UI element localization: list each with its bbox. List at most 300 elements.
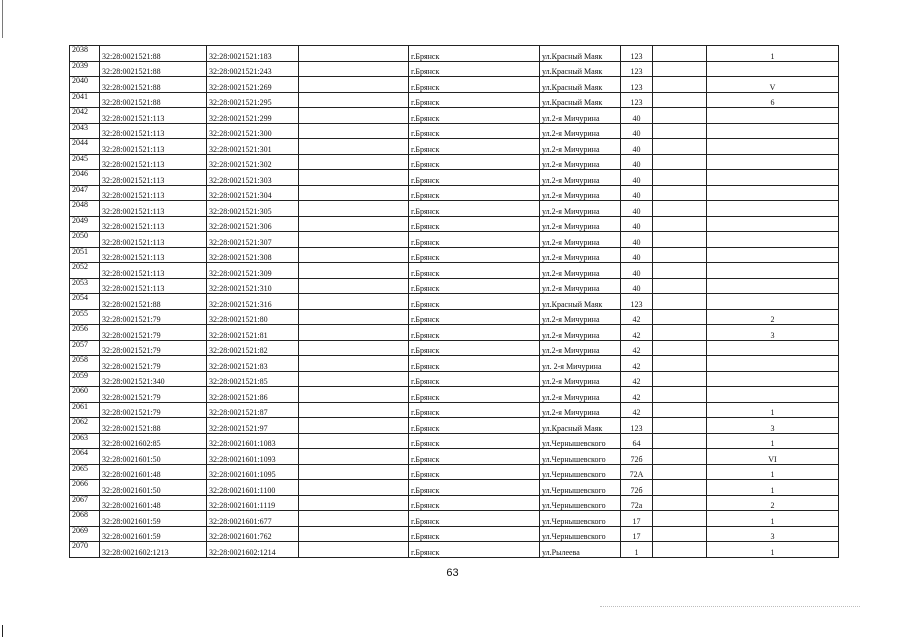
house-number-cell: 123	[621, 294, 653, 310]
cadastral-number-cell: 32:28:0021521:307	[207, 232, 299, 248]
premises-number-cell: V	[707, 77, 839, 93]
street-cell: ул.2-я Мичурина	[540, 340, 621, 356]
premises-number-cell	[707, 154, 839, 170]
registry-table-body	[70, 46, 839, 558]
house-number-cell: 72А	[621, 464, 653, 480]
street-cell: ул.Красный Маяк	[540, 418, 621, 434]
street-cell: ул.2-я Мичурина	[540, 371, 621, 387]
empty-cell	[653, 542, 707, 558]
city-cell: г.Брянск	[409, 480, 540, 496]
house-number-cell: 123	[621, 77, 653, 93]
row-number-cell: 2068	[70, 511, 100, 527]
cadastral-number-cell: 32:28:0021521:304	[207, 185, 299, 201]
city-cell: г.Брянск	[409, 232, 540, 248]
house-number-cell: 17	[621, 526, 653, 542]
premises-number-cell	[707, 61, 839, 77]
row-number-cell: 2063	[70, 433, 100, 449]
empty-cell	[653, 325, 707, 341]
parent-cadastral-number-cell: 32:28:0021521:79	[100, 387, 207, 403]
parent-cadastral-number-cell: 32:28:0021521:113	[100, 154, 207, 170]
cadastral-number-cell: 32:28:0021521:86	[207, 387, 299, 403]
row-number-cell: 2040	[70, 77, 100, 93]
empty-cell	[653, 247, 707, 263]
empty-cell	[653, 123, 707, 139]
empty-cell	[653, 526, 707, 542]
row-number-cell: 2059	[70, 371, 100, 387]
house-number-cell: 42	[621, 356, 653, 372]
row-number-cell: 2049	[70, 216, 100, 232]
empty-cell	[299, 356, 409, 372]
empty-cell	[299, 232, 409, 248]
city-cell: г.Брянск	[409, 511, 540, 527]
street-cell: ул.2-я Мичурина	[540, 247, 621, 263]
cadastral-number-cell: 32:28:0021521:269	[207, 77, 299, 93]
table-row	[70, 139, 839, 155]
premises-number-cell: 1	[707, 480, 839, 496]
city-cell: г.Брянск	[409, 433, 540, 449]
table-row	[70, 185, 839, 201]
house-number-cell: 72б	[621, 449, 653, 465]
table-row	[70, 356, 839, 372]
city-cell: г.Брянск	[409, 92, 540, 108]
street-cell: ул.Чернышевского	[540, 449, 621, 465]
empty-cell	[653, 77, 707, 93]
parent-cadastral-number-cell: 32:28:0021601:48	[100, 495, 207, 511]
cadastral-number-cell: 32:28:0021521:183	[207, 46, 299, 62]
parent-cadastral-number-cell: 32:28:0021521:88	[100, 61, 207, 77]
house-number-cell: 123	[621, 418, 653, 434]
empty-cell	[653, 309, 707, 325]
table-row	[70, 340, 839, 356]
house-number-cell: 42	[621, 309, 653, 325]
table-row	[70, 77, 839, 93]
table-row	[70, 418, 839, 434]
table-row	[70, 108, 839, 124]
premises-number-cell	[707, 247, 839, 263]
empty-cell	[653, 294, 707, 310]
cadastral-number-cell: 32:28:0021602:1214	[207, 542, 299, 558]
table-row	[70, 542, 839, 558]
row-number-cell: 2067	[70, 495, 100, 511]
house-number-cell: 40	[621, 201, 653, 217]
table-row	[70, 154, 839, 170]
row-number-cell: 2042	[70, 108, 100, 124]
cadastral-number-cell: 32:28:0021521:308	[207, 247, 299, 263]
house-number-cell: 123	[621, 46, 653, 62]
premises-number-cell: VI	[707, 449, 839, 465]
registry-table-container	[69, 45, 838, 558]
cadastral-number-cell: 32:28:0021601:1095	[207, 464, 299, 480]
parent-cadastral-number-cell: 32:28:0021521:88	[100, 77, 207, 93]
street-cell: ул.Чернышевского	[540, 433, 621, 449]
empty-cell	[299, 464, 409, 480]
row-number-cell: 2054	[70, 294, 100, 310]
empty-cell	[299, 542, 409, 558]
premises-number-cell	[707, 139, 839, 155]
street-cell: ул.2-я Мичурина	[540, 201, 621, 217]
premises-number-cell: 6	[707, 92, 839, 108]
row-number-cell: 2060	[70, 387, 100, 403]
parent-cadastral-number-cell: 32:28:0021521:88	[100, 418, 207, 434]
table-row	[70, 433, 839, 449]
table-row	[70, 526, 839, 542]
empty-cell	[299, 61, 409, 77]
empty-cell	[653, 371, 707, 387]
street-cell: ул.2-я Мичурина	[540, 185, 621, 201]
street-cell: ул.2-я Мичурина	[540, 387, 621, 403]
empty-cell	[299, 154, 409, 170]
street-cell: ул.Красный Маяк	[540, 294, 621, 310]
premises-number-cell: 3	[707, 325, 839, 341]
street-cell: ул.Чернышевского	[540, 526, 621, 542]
cadastral-number-cell: 32:28:0021521:306	[207, 216, 299, 232]
cadastral-number-cell: 32:28:0021521:82	[207, 340, 299, 356]
empty-cell	[653, 201, 707, 217]
street-cell: ул.Рылеева	[540, 542, 621, 558]
empty-cell	[299, 139, 409, 155]
cadastral-number-cell: 32:28:0021521:81	[207, 325, 299, 341]
parent-cadastral-number-cell: 32:28:0021601:50	[100, 480, 207, 496]
row-number-cell: 2044	[70, 139, 100, 155]
table-row	[70, 325, 839, 341]
empty-cell	[653, 154, 707, 170]
house-number-cell: 40	[621, 278, 653, 294]
city-cell: г.Брянск	[409, 278, 540, 294]
parent-cadastral-number-cell: 32:28:0021521:113	[100, 247, 207, 263]
premises-number-cell	[707, 278, 839, 294]
table-row	[70, 232, 839, 248]
city-cell: г.Брянск	[409, 464, 540, 480]
table-row	[70, 170, 839, 186]
street-cell: ул.2-я Мичурина	[540, 216, 621, 232]
street-cell: ул.Чернышевского	[540, 464, 621, 480]
parent-cadastral-number-cell: 32:28:0021521:113	[100, 170, 207, 186]
table-row	[70, 247, 839, 263]
table-row	[70, 278, 839, 294]
premises-number-cell	[707, 294, 839, 310]
row-number-cell: 2046	[70, 170, 100, 186]
empty-cell	[299, 325, 409, 341]
empty-cell	[653, 387, 707, 403]
row-number-cell: 2056	[70, 325, 100, 341]
page-number: 63	[446, 567, 459, 579]
premises-number-cell	[707, 340, 839, 356]
parent-cadastral-number-cell: 32:28:0021521:113	[100, 123, 207, 139]
street-cell: ул.2-я Мичурина	[540, 325, 621, 341]
premises-number-cell: 1	[707, 46, 839, 62]
empty-cell	[299, 495, 409, 511]
house-number-cell: 40	[621, 123, 653, 139]
city-cell: г.Брянск	[409, 154, 540, 170]
empty-cell	[299, 263, 409, 279]
premises-number-cell: 1	[707, 511, 839, 527]
premises-number-cell: 2	[707, 495, 839, 511]
table-row	[70, 402, 839, 418]
empty-cell	[299, 433, 409, 449]
empty-cell	[653, 356, 707, 372]
parent-cadastral-number-cell: 32:28:0021602:1213	[100, 542, 207, 558]
empty-cell	[299, 185, 409, 201]
street-cell: ул.Чернышевского	[540, 480, 621, 496]
cadastral-number-cell: 32:28:0021521:301	[207, 139, 299, 155]
parent-cadastral-number-cell: 32:28:0021601:50	[100, 449, 207, 465]
premises-number-cell	[707, 170, 839, 186]
parent-cadastral-number-cell: 32:28:0021521:79	[100, 356, 207, 372]
city-cell: г.Брянск	[409, 77, 540, 93]
empty-cell	[299, 216, 409, 232]
house-number-cell: 40	[621, 170, 653, 186]
row-number-cell: 2041	[70, 92, 100, 108]
page-edge-bottom	[2, 625, 3, 637]
table-row	[70, 480, 839, 496]
premises-number-cell: 3	[707, 526, 839, 542]
empty-cell	[653, 216, 707, 232]
row-number-cell: 2039	[70, 61, 100, 77]
city-cell: г.Брянск	[409, 325, 540, 341]
city-cell: г.Брянск	[409, 46, 540, 62]
cadastral-number-cell: 32:28:0021601:1093	[207, 449, 299, 465]
parent-cadastral-number-cell: 32:28:0021601:59	[100, 511, 207, 527]
empty-cell	[653, 185, 707, 201]
parent-cadastral-number-cell: 32:28:0021521:113	[100, 232, 207, 248]
cadastral-number-cell: 32:28:0021521:87	[207, 402, 299, 418]
house-number-cell: 40	[621, 232, 653, 248]
house-number-cell: 42	[621, 325, 653, 341]
city-cell: г.Брянск	[409, 247, 540, 263]
row-number-cell: 2043	[70, 123, 100, 139]
row-number-cell: 2070	[70, 542, 100, 558]
premises-number-cell	[707, 356, 839, 372]
empty-cell	[299, 480, 409, 496]
table-row	[70, 263, 839, 279]
empty-cell	[653, 433, 707, 449]
city-cell: г.Брянск	[409, 371, 540, 387]
empty-cell	[299, 108, 409, 124]
cadastral-number-cell: 32:28:0021601:677	[207, 511, 299, 527]
empty-cell	[653, 278, 707, 294]
house-number-cell: 42	[621, 387, 653, 403]
city-cell: г.Брянск	[409, 170, 540, 186]
house-number-cell: 42	[621, 340, 653, 356]
cadastral-number-cell: 32:28:0021521:85	[207, 371, 299, 387]
house-number-cell: 64	[621, 433, 653, 449]
row-number-cell: 2051	[70, 247, 100, 263]
row-number-cell: 2038	[70, 46, 100, 62]
row-number-cell: 2064	[70, 449, 100, 465]
table-row	[70, 61, 839, 77]
empty-cell	[653, 46, 707, 62]
row-number-cell: 2062	[70, 418, 100, 434]
parent-cadastral-number-cell: 32:28:0021521:88	[100, 46, 207, 62]
cadastral-number-cell: 32:28:0021521:300	[207, 123, 299, 139]
empty-cell	[653, 61, 707, 77]
row-number-cell: 2058	[70, 356, 100, 372]
empty-cell	[299, 247, 409, 263]
empty-cell	[299, 340, 409, 356]
house-number-cell: 42	[621, 371, 653, 387]
table-row	[70, 511, 839, 527]
empty-cell	[299, 526, 409, 542]
city-cell: г.Брянск	[409, 201, 540, 217]
table-row	[70, 123, 839, 139]
parent-cadastral-number-cell: 32:28:0021521:113	[100, 139, 207, 155]
empty-cell	[653, 418, 707, 434]
premises-number-cell: 1	[707, 402, 839, 418]
empty-cell	[299, 418, 409, 434]
premises-number-cell: 3	[707, 418, 839, 434]
registry-table	[69, 45, 839, 558]
city-cell: г.Брянск	[409, 263, 540, 279]
parent-cadastral-number-cell: 32:28:0021521:113	[100, 216, 207, 232]
house-number-cell: 17	[621, 511, 653, 527]
row-number-cell: 2048	[70, 201, 100, 217]
city-cell: г.Брянск	[409, 216, 540, 232]
empty-cell	[653, 495, 707, 511]
city-cell: г.Брянск	[409, 61, 540, 77]
street-cell: ул.2-я Мичурина	[540, 139, 621, 155]
city-cell: г.Брянск	[409, 356, 540, 372]
cadastral-number-cell: 32:28:0021521:305	[207, 201, 299, 217]
cadastral-number-cell: 32:28:0021521:302	[207, 154, 299, 170]
city-cell: г.Брянск	[409, 495, 540, 511]
table-row	[70, 387, 839, 403]
street-cell: ул.2-я Мичурина	[540, 232, 621, 248]
cadastral-number-cell: 32:28:0021521:83	[207, 356, 299, 372]
table-row	[70, 216, 839, 232]
premises-number-cell	[707, 232, 839, 248]
premises-number-cell: 1	[707, 464, 839, 480]
street-cell: ул.Красный Маяк	[540, 92, 621, 108]
cadastral-number-cell: 32:28:0021601:1100	[207, 480, 299, 496]
premises-number-cell	[707, 123, 839, 139]
city-cell: г.Брянск	[409, 185, 540, 201]
house-number-cell: 40	[621, 139, 653, 155]
empty-cell	[299, 46, 409, 62]
footer-scan-dots	[600, 606, 860, 609]
row-number-cell: 2066	[70, 480, 100, 496]
premises-number-cell	[707, 371, 839, 387]
parent-cadastral-number-cell: 32:28:0021601:48	[100, 464, 207, 480]
city-cell: г.Брянск	[409, 402, 540, 418]
empty-cell	[653, 449, 707, 465]
premises-number-cell	[707, 201, 839, 217]
empty-cell	[299, 449, 409, 465]
house-number-cell: 123	[621, 61, 653, 77]
cadastral-number-cell: 32:28:0021601:1119	[207, 495, 299, 511]
premises-number-cell: 1	[707, 542, 839, 558]
empty-cell	[653, 92, 707, 108]
street-cell: ул.2-я Мичурина	[540, 108, 621, 124]
city-cell: г.Брянск	[409, 340, 540, 356]
city-cell: г.Брянск	[409, 418, 540, 434]
cadastral-number-cell: 32:28:0021601:762	[207, 526, 299, 542]
table-row	[70, 201, 839, 217]
house-number-cell: 72а	[621, 495, 653, 511]
cadastral-number-cell: 32:28:0021521:316	[207, 294, 299, 310]
cadastral-number-cell: 32:28:0021521:97	[207, 418, 299, 434]
row-number-cell: 2061	[70, 402, 100, 418]
parent-cadastral-number-cell: 32:28:0021521:79	[100, 340, 207, 356]
street-cell: ул.2-я Мичурина	[540, 170, 621, 186]
parent-cadastral-number-cell: 32:28:0021521:79	[100, 325, 207, 341]
empty-cell	[653, 402, 707, 418]
house-number-cell: 1	[621, 542, 653, 558]
empty-cell	[299, 92, 409, 108]
street-cell: ул.2-я Мичурина	[540, 154, 621, 170]
row-number-cell: 2047	[70, 185, 100, 201]
parent-cadastral-number-cell: 32:28:0021521:88	[100, 294, 207, 310]
empty-cell	[653, 480, 707, 496]
city-cell: г.Брянск	[409, 108, 540, 124]
empty-cell	[299, 201, 409, 217]
house-number-cell: 40	[621, 108, 653, 124]
row-number-cell: 2069	[70, 526, 100, 542]
row-number-cell: 2045	[70, 154, 100, 170]
street-cell: ул.Чернышевского	[540, 511, 621, 527]
empty-cell	[653, 232, 707, 248]
house-number-cell: 40	[621, 154, 653, 170]
street-cell: ул.Красный Маяк	[540, 61, 621, 77]
parent-cadastral-number-cell: 32:28:0021521:88	[100, 92, 207, 108]
city-cell: г.Брянск	[409, 449, 540, 465]
city-cell: г.Брянск	[409, 526, 540, 542]
house-number-cell: 40	[621, 216, 653, 232]
parent-cadastral-number-cell: 32:28:0021521:113	[100, 278, 207, 294]
parent-cadastral-number-cell: 32:28:0021521:113	[100, 108, 207, 124]
table-row	[70, 464, 839, 480]
empty-cell	[299, 123, 409, 139]
city-cell: г.Брянск	[409, 123, 540, 139]
empty-cell	[653, 108, 707, 124]
row-number-cell: 2050	[70, 232, 100, 248]
empty-cell	[299, 294, 409, 310]
street-cell: ул.2-я Мичурина	[540, 263, 621, 279]
empty-cell	[653, 511, 707, 527]
premises-number-cell: 1	[707, 433, 839, 449]
premises-number-cell	[707, 216, 839, 232]
empty-cell	[299, 387, 409, 403]
cadastral-number-cell: 32:28:0021521:299	[207, 108, 299, 124]
table-row	[70, 294, 839, 310]
row-number-cell: 2053	[70, 278, 100, 294]
premises-number-cell: 2	[707, 309, 839, 325]
cadastral-number-cell: 32:28:0021521:295	[207, 92, 299, 108]
house-number-cell: 42	[621, 402, 653, 418]
empty-cell	[653, 139, 707, 155]
premises-number-cell	[707, 263, 839, 279]
table-row	[70, 449, 839, 465]
city-cell: г.Брянск	[409, 139, 540, 155]
street-cell: ул.2-я Мичурина	[540, 123, 621, 139]
house-number-cell: 72б	[621, 480, 653, 496]
premises-number-cell	[707, 185, 839, 201]
empty-cell	[653, 263, 707, 279]
street-cell: ул.2-я Мичурина	[540, 309, 621, 325]
house-number-cell: 40	[621, 185, 653, 201]
house-number-cell: 123	[621, 92, 653, 108]
empty-cell	[299, 309, 409, 325]
house-number-cell: 40	[621, 247, 653, 263]
empty-cell	[299, 278, 409, 294]
empty-cell	[653, 170, 707, 186]
empty-cell	[653, 340, 707, 356]
city-cell: г.Брянск	[409, 294, 540, 310]
row-number-cell: 2065	[70, 464, 100, 480]
empty-cell	[299, 402, 409, 418]
parent-cadastral-number-cell: 32:28:0021521:113	[100, 185, 207, 201]
street-cell: ул.Красный Маяк	[540, 46, 621, 62]
house-number-cell: 40	[621, 263, 653, 279]
